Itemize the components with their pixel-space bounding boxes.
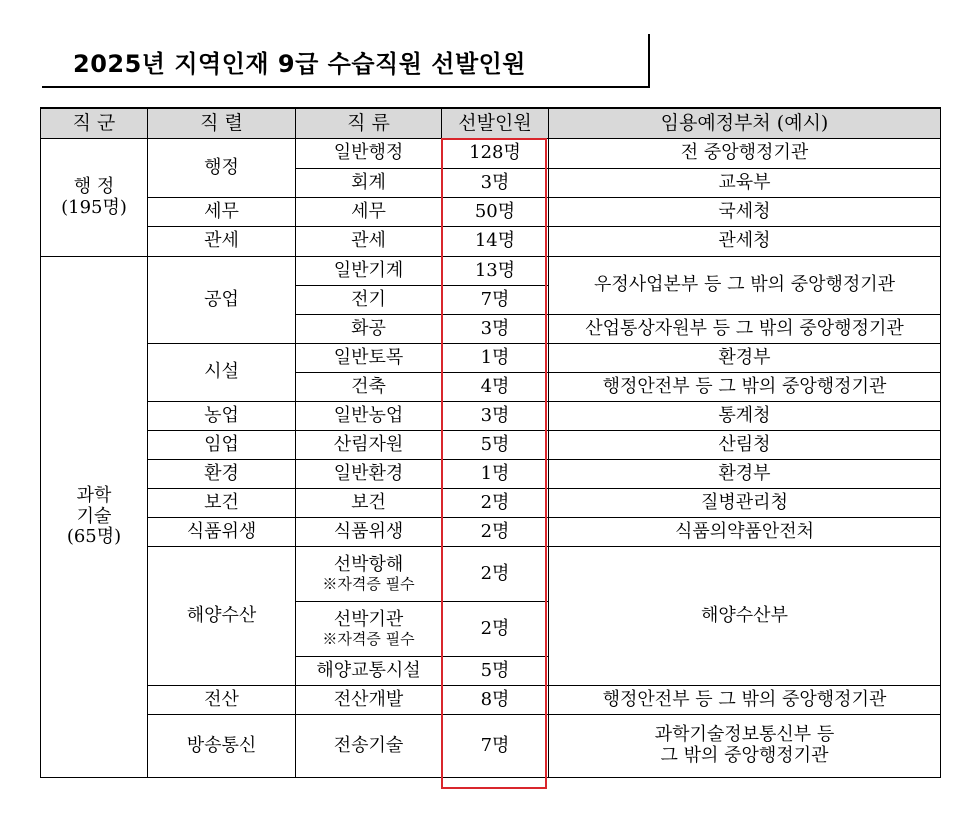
branch-cell: 일반농업 xyxy=(296,402,442,431)
series-cell: 방송통신 xyxy=(148,715,296,778)
table-row xyxy=(41,402,941,431)
header-department: 임용예정부처 (예시) xyxy=(549,108,941,139)
title-border-bottom xyxy=(42,86,650,88)
table-row xyxy=(41,139,941,169)
dept-cell: 교육부 xyxy=(549,169,941,198)
count-cell: 14명 xyxy=(442,227,549,257)
series-cell: 세무 xyxy=(148,198,296,227)
count-cell: 7명 xyxy=(442,286,549,315)
count-cell: 1명 xyxy=(442,344,549,373)
table-row xyxy=(41,715,941,778)
series-cell: 전산 xyxy=(148,686,296,715)
count-cell: 2명 xyxy=(442,489,549,518)
branch-cell: 관세 xyxy=(296,227,442,257)
series-cell: 식품위생 xyxy=(148,518,296,547)
series-cell: 환경 xyxy=(148,460,296,489)
series-cell: 시설 xyxy=(148,344,296,402)
count-cell: 2명 xyxy=(442,602,549,657)
dept-cell: 관세청 xyxy=(549,227,941,257)
count-cell: 128명 xyxy=(442,139,549,169)
table-header-row xyxy=(41,108,941,139)
group-science xyxy=(41,257,148,778)
count-cell: 5명 xyxy=(442,657,549,686)
group-admin xyxy=(41,139,148,257)
group-admin-name: 행 정 xyxy=(73,175,115,197)
count-cell: 3명 xyxy=(442,402,549,431)
table-row xyxy=(41,257,941,286)
count-cell: 50명 xyxy=(442,198,549,227)
branch-cell: 전산개발 xyxy=(296,686,442,715)
branch-cell: 건축 xyxy=(296,373,442,402)
table-row xyxy=(41,227,941,257)
table-row xyxy=(41,431,941,460)
dept-cell: 국세청 xyxy=(549,198,941,227)
count-cell: 4명 xyxy=(442,373,549,402)
dept-cell: 행정안전부 등 그 밖의 중앙행정기관 xyxy=(549,373,941,402)
title-box xyxy=(42,34,650,88)
count-cell: 8명 xyxy=(442,686,549,715)
branch-cell: 일반행정 xyxy=(296,139,442,169)
series-cell: 관세 xyxy=(148,227,296,257)
branch-cell xyxy=(296,547,442,602)
dept-cell: 전 중앙행정기관 xyxy=(549,139,941,169)
count-cell: 3명 xyxy=(442,169,549,198)
dept-cell: 산림청 xyxy=(549,431,941,460)
dept-line-1: 과학기술정보통신부 등 xyxy=(654,724,835,746)
dept-cell: 우정사업본부 등 그 밖의 중앙행정기관 xyxy=(549,257,941,315)
dept-cell: 환경부 xyxy=(549,460,941,489)
dept-cell: 환경부 xyxy=(549,344,941,373)
dept-line-2: 그 밖의 중앙행정기관 xyxy=(660,745,829,766)
certificate-note: ※자격증 필수 xyxy=(322,575,415,594)
branch-cell: 해양교통시설 xyxy=(296,657,442,686)
dept-cell: 통계청 xyxy=(549,402,941,431)
title-border-right xyxy=(648,34,650,88)
group-science-name-1: 과학 xyxy=(76,484,112,506)
count-cell: 5명 xyxy=(442,431,549,460)
group-science-name-2: 기술 xyxy=(76,505,112,527)
table-row xyxy=(41,547,941,602)
series-cell: 해양수산 xyxy=(148,547,296,686)
page-title: 2025년 지역인재 9급 수습직원 선발인원 xyxy=(73,50,526,78)
branch-cell: 일반토목 xyxy=(296,344,442,373)
table-row xyxy=(41,344,941,373)
count-cell: 2명 xyxy=(442,547,549,602)
branch-cell: 전기 xyxy=(296,286,442,315)
branch-cell: 보건 xyxy=(296,489,442,518)
header-job-group: 직 군 xyxy=(41,108,148,139)
dept-cell: 산업통상자원부 등 그 밖의 중앙행정기관 xyxy=(549,315,941,344)
certificate-note: ※자격증 필수 xyxy=(322,630,415,649)
branch-cell: 회계 xyxy=(296,169,442,198)
table-row xyxy=(41,198,941,227)
series-cell: 공업 xyxy=(148,257,296,344)
group-admin-total: (195명) xyxy=(61,196,127,218)
branch-cell: 전송기술 xyxy=(296,715,442,778)
branch-cell: 일반환경 xyxy=(296,460,442,489)
branch-cell: 산림자원 xyxy=(296,431,442,460)
series-cell: 행정 xyxy=(148,139,296,198)
branch-cell xyxy=(296,602,442,657)
series-cell: 농업 xyxy=(148,402,296,431)
series-cell: 임업 xyxy=(148,431,296,460)
dept-cell: 해양수산부 xyxy=(549,547,941,686)
dept-cell: 행정안전부 등 그 밖의 중앙행정기관 xyxy=(549,686,941,715)
dept-cell: 식품의약품안전처 xyxy=(549,518,941,547)
branch-cell: 일반기계 xyxy=(296,257,442,286)
count-cell: 2명 xyxy=(442,518,549,547)
table-row xyxy=(41,489,941,518)
group-science-total: (65명) xyxy=(66,526,122,548)
branch-cell: 화공 xyxy=(296,315,442,344)
count-cell: 13명 xyxy=(442,257,549,286)
branch-cell: 세무 xyxy=(296,198,442,227)
branch-cell: 식품위생 xyxy=(296,518,442,547)
series-cell: 보건 xyxy=(148,489,296,518)
branch-name: 선박항해 xyxy=(333,554,404,576)
count-cell: 3명 xyxy=(442,315,549,344)
branch-name: 선박기관 xyxy=(333,609,404,631)
dept-cell: 질병관리청 xyxy=(549,489,941,518)
header-count: 선발인원 xyxy=(442,108,549,139)
table-row xyxy=(41,686,941,715)
header-job-branch: 직 류 xyxy=(296,108,442,139)
count-cell: 1명 xyxy=(442,460,549,489)
dept-cell xyxy=(549,715,941,778)
selection-table xyxy=(40,107,941,778)
count-cell: 7명 xyxy=(442,715,549,778)
table-row xyxy=(41,460,941,489)
table-row xyxy=(41,518,941,547)
header-job-series: 직 렬 xyxy=(148,108,296,139)
